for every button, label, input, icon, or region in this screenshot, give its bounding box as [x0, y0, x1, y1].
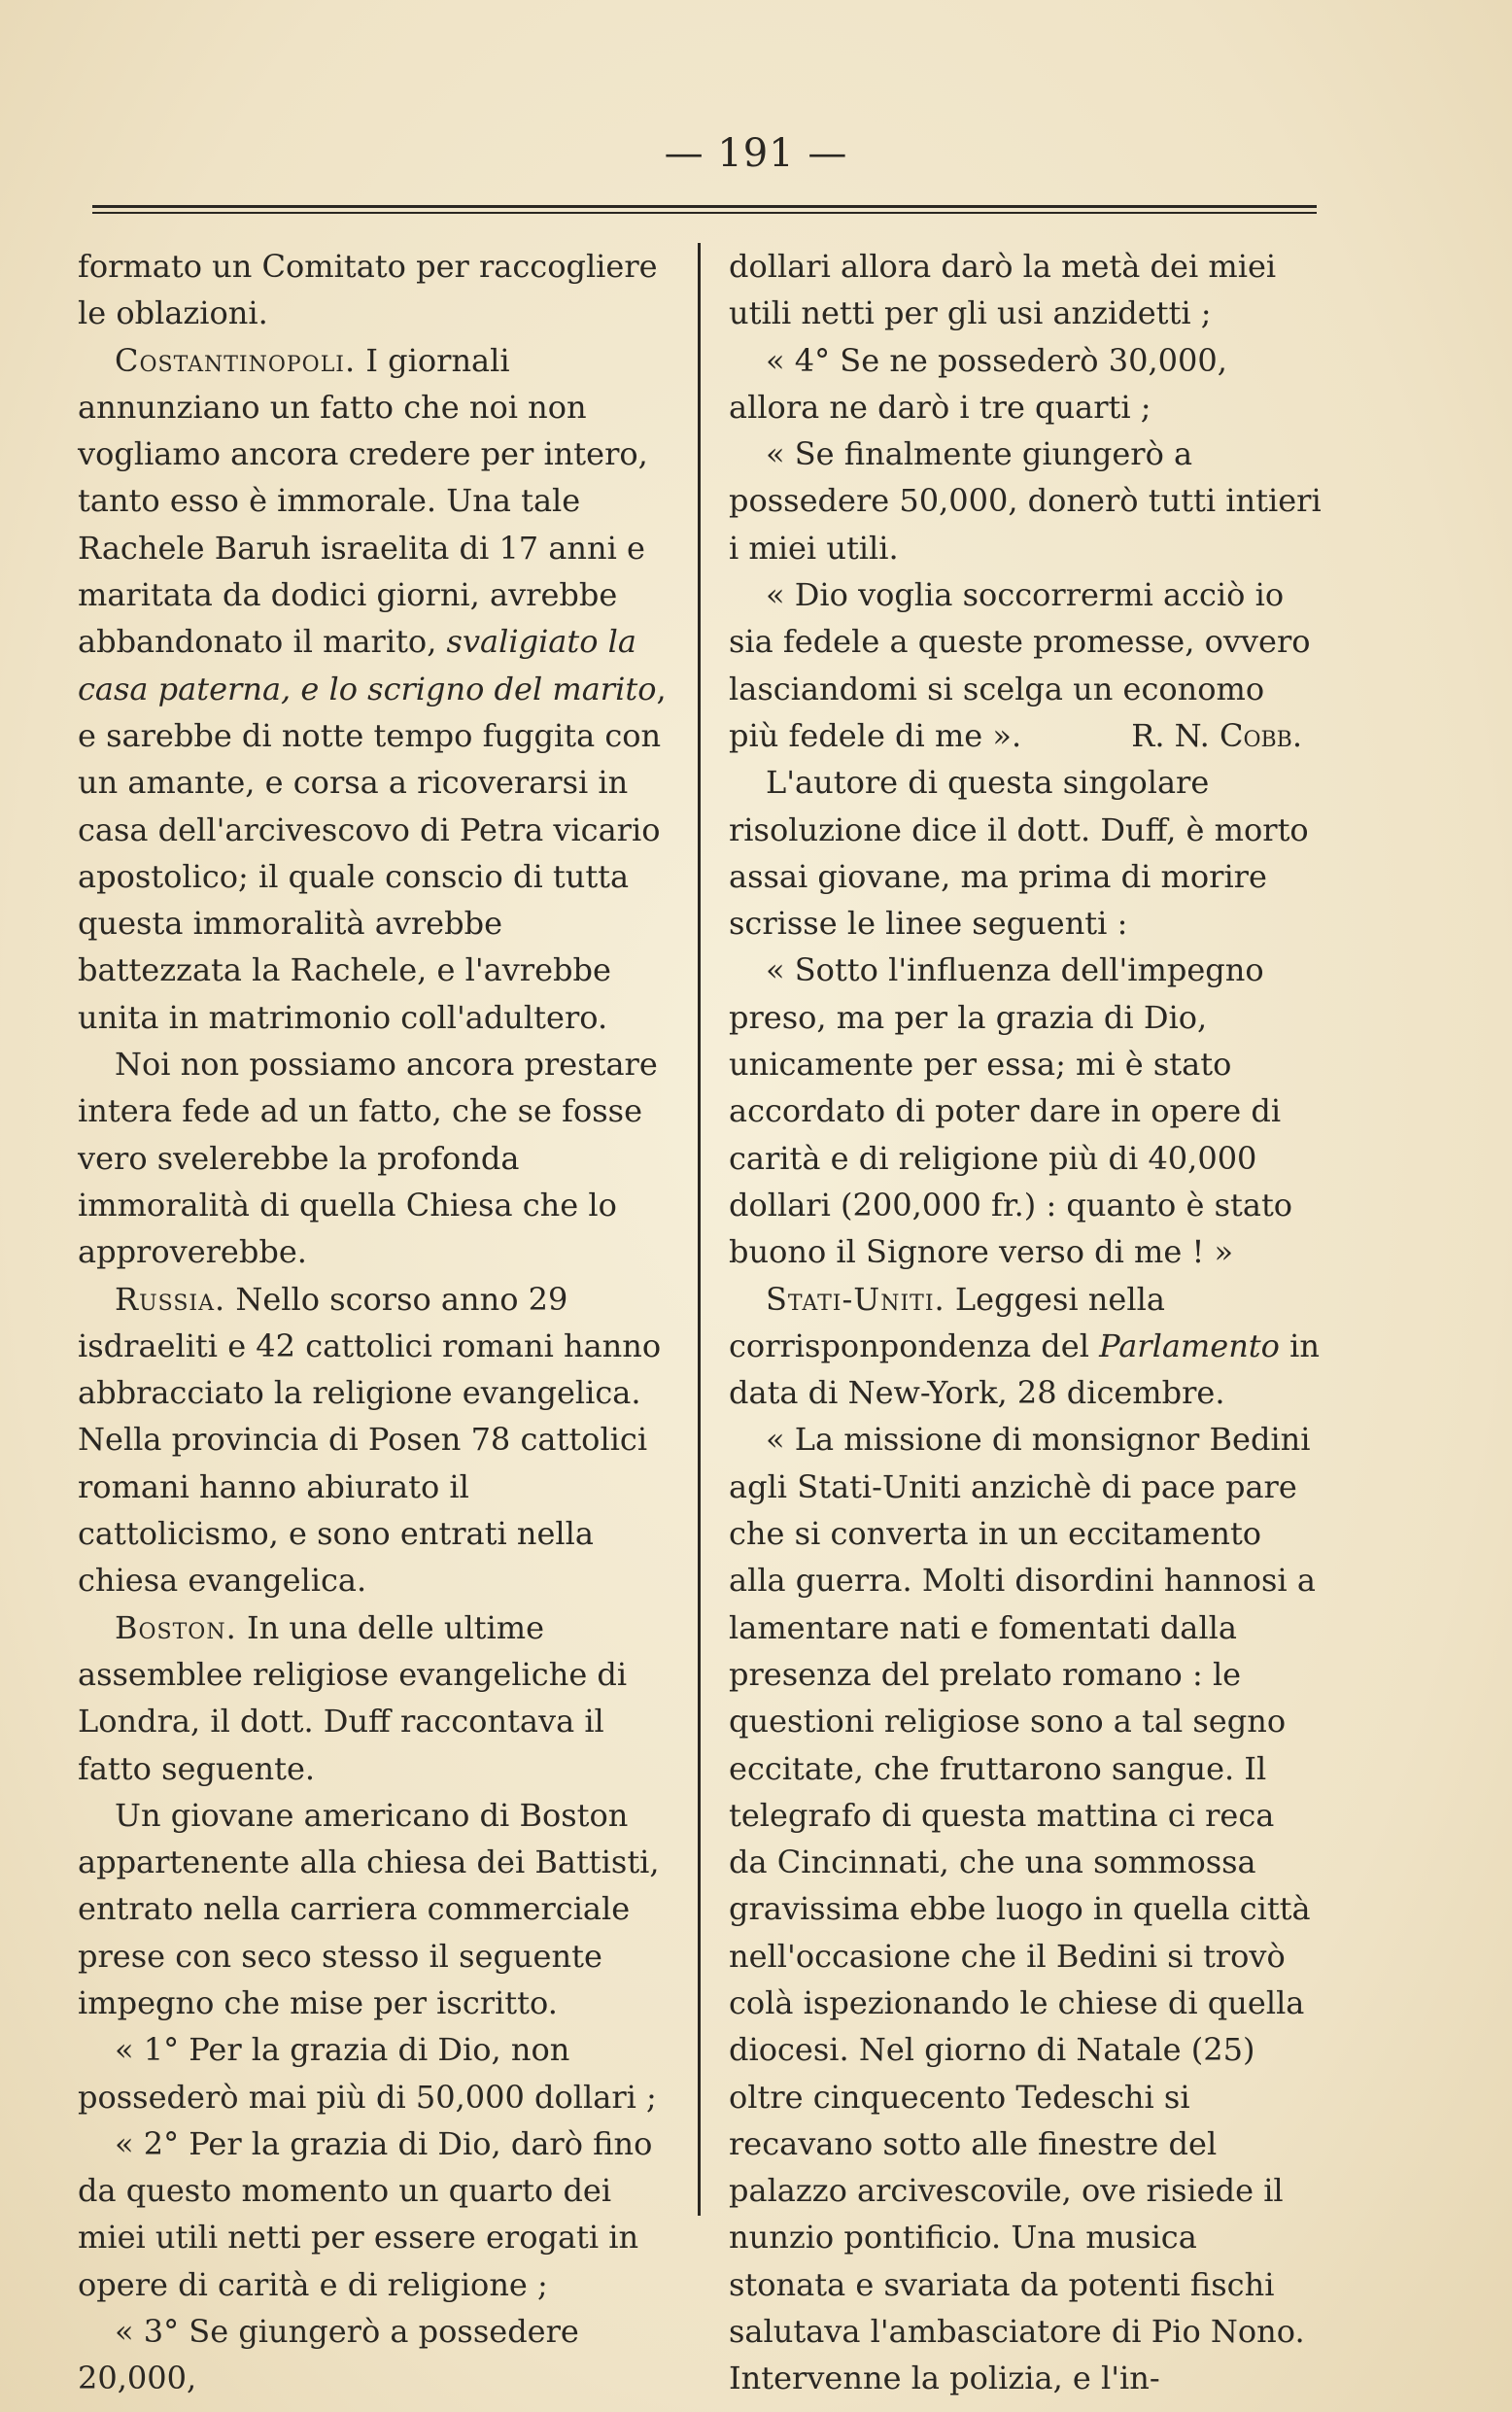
paragraph-text: I giornali annunziano un fatto che noi non vogliamo ancora credere per intero, tanto esso è immorale. Una tale Rachele Baruh israelita di 17 anni e maritata da dodici giorni, avrebbe abbandonato il marito,: [78, 341, 648, 661]
signature: R. N. Cobb.: [1131, 716, 1302, 754]
column-divider: [698, 243, 701, 2216]
paragraph-text: , e sarebbe di notte tempo fuggita con un amante, e corsa a ricoverarsi in casa dell'arcivescovo di Petra vicario apostolico; il quale conscio di tutta questa immoralità avrebbe battezzata la Rachele, e l'avrebbe unita in matrimonio coll'adultero.: [78, 670, 667, 1036]
page-number: — 191 —: [664, 131, 848, 176]
paragraph-stati-uniti: [729, 1276, 1322, 1417]
paragraph-russia: [78, 1276, 670, 1604]
section-heading: Stati-Uniti.: [766, 1280, 945, 1318]
paragraph-text: « Dio voglia soccorrermi acciò io sia fedele a queste promesse, ovvero lasciandomi si scelga un economo più fedele di me ».: [729, 576, 1311, 754]
italic-text: svaligiato la casa paterna, e lo scrigno del marito: [78, 623, 657, 707]
paragraph: « 2° Per la grazia di Dio, darò fino da questo momento un quarto dei miei utili netti per essere erogati in opere di carità e di religione ;: [78, 2124, 653, 2303]
right-column: [729, 243, 1322, 2402]
italic-text: Parlamento: [1099, 1327, 1280, 1364]
left-column: [78, 243, 670, 2402]
paragraph-text: In una delle ultime assemblee religiose evangeliche di Londra, il dott. Duff raccontava il fatto seguente.: [78, 1608, 628, 1787]
paragraph: « 4° Se ne possederò 30,000, allora ne darò i tre quarti ;: [729, 341, 1227, 426]
paragraph: « 1° Per la grazia di Dio, non possederò mai più di 50,000 dollari ;: [78, 2031, 657, 2116]
paragraph: « 3° Se giungerò a possedere 20,000,: [78, 2313, 579, 2397]
paragraph: Noi non possiamo ancora prestare intera fede ad un fatto, che se fosse vero svelerebbe la profonda immoralità di quella Chiesa che lo approverebbe.: [78, 1046, 658, 1271]
paragraph-text: Leggesi nella corrisponpondenza del: [729, 1280, 1165, 1364]
paragraph: « Sotto l'influenza dell'impegno preso, ma per la grazia di Dio, unicamente per essa; mi è stato accordato di poter dare in opere di carità e di religione più di 40,000 dollari (200,000 fr.) : quanto è stato buono il Signore verso di me ! »: [729, 951, 1293, 1271]
paragraph: dollari allora darò la metà dei miei utili netti per gli usi anzidetti ;: [729, 248, 1277, 332]
paragraph-text: Nello scorso anno 29 isdraeliti e 42 cattolici romani hanno abbracciato la religione evangelica. Nella provincia di Posen 78 cattolici romani hanno abiurato il cattolicismo, e sono entrati nella chiesa evangelica.: [78, 1280, 662, 1600]
paragraph: [729, 571, 1322, 759]
section-heading: Costantinopoli.: [115, 341, 357, 379]
header-rule-secondary: [92, 212, 1317, 214]
paragraph: « Se finalmente giungerò a possedere 50,000, donerò tutti intieri i miei utili.: [729, 435, 1322, 567]
section-heading: Boston.: [115, 1608, 237, 1646]
paragraph: L'autore di questa singolare risoluzione dice il dott. Duff, è morto assai giovane, ma prima di morire scrisse le linee seguenti :: [729, 764, 1309, 943]
paragraph-text: in data di New-York, 28 dicembre.: [729, 1327, 1320, 1412]
paragraph: « La missione di monsignor Bedini agli Stati-Uniti anzichè di pace pare che si converta in un eccitamento alla guerra. Molti disordini hannosi a lamentare nati e fomentati dalla presenza del prelato romano : le questioni religiose sono a tal segno eccitate, che fruttarono sangue. Il telegrafo di questa mattina ci reca da Cincinnati, che una sommossa gravissima ebbe luogo in quella città nell'occasione che il Bedini si trovò colà ispezionando le chiese di quella diocesi. Nel giorno di Natale (25) oltre cinquecento Tedeschi si recavano sotto alle finestre del palazzo arcivescovile, ove risiede il nunzio pontificio. Una musica stonata e svariata da potenti fischi salutava l'ambasciatore di Pio Nono. Intervenne la polizia, e l'in-: [729, 1421, 1316, 2397]
header-rule: [92, 205, 1317, 208]
paragraph: formato un Comitato per raccogliere le oblazioni.: [78, 248, 658, 332]
paragraph-boston: [78, 1604, 670, 1792]
paragraph: Un giovane americano di Boston appartenente alla chiesa dei Battisti, entrato nella carriera commerciale prese con seco stesso il seguente impegno che mise per iscritto.: [78, 1796, 660, 2021]
paragraph-costantinopoli: [78, 337, 670, 1041]
section-heading: Russia.: [115, 1280, 226, 1318]
